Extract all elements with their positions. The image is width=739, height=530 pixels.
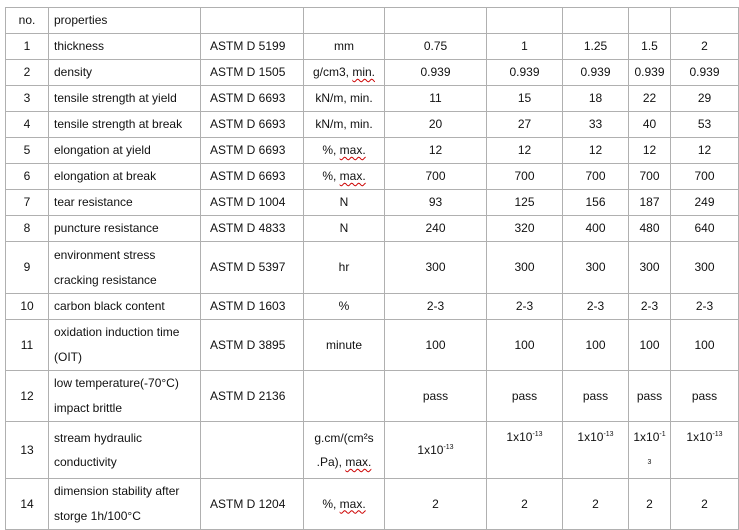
value-cell [385, 422, 487, 479]
standard-cell: ASTM D 1603 [201, 294, 304, 320]
value-cell: 100 [385, 320, 487, 371]
value-cell: 12 [629, 138, 671, 164]
property-cell: carbon black content [49, 294, 201, 320]
value-cell: 2-3 [385, 294, 487, 320]
value-cell: 400 [563, 216, 629, 242]
unit-text: %, [322, 496, 337, 511]
value-cell: 100 [671, 320, 739, 371]
value-cell: 300 [563, 242, 629, 294]
unit-cell: minute [304, 320, 385, 371]
value-cell: pass [671, 371, 739, 422]
value-cell: 2-3 [487, 294, 563, 320]
property-cell [49, 242, 201, 294]
value-cell: 12 [385, 138, 487, 164]
value-cell: 33 [563, 112, 629, 138]
row-no: 5 [6, 138, 49, 164]
property-cell [49, 479, 201, 530]
value-line [629, 450, 670, 478]
standard-cell: ASTM D 1204 [201, 479, 304, 530]
value-cell: 300 [487, 242, 563, 294]
value-cell: 11 [385, 86, 487, 112]
spellcheck-underlined-text: min. [352, 65, 376, 79]
unit-cell [304, 60, 385, 86]
value-exponent: -1 [659, 431, 666, 438]
property-cell [49, 422, 201, 479]
value-exponent: -13 [603, 431, 614, 438]
value-base: 1x10 [417, 442, 444, 457]
property-line: stream hydraulic [54, 431, 143, 445]
value-cell: 0.939 [563, 60, 629, 86]
value-cell: 320 [487, 216, 563, 242]
property-line: low temperature(-70°C) [54, 376, 179, 390]
standard-cell: ASTM D 6693 [201, 112, 304, 138]
row-no: 7 [6, 190, 49, 216]
row-no: 4 [6, 112, 49, 138]
value-cell: 0.939 [671, 60, 739, 86]
value-line [487, 422, 562, 450]
value-cell: 12 [671, 138, 739, 164]
property-line: dimension stability after [54, 484, 180, 498]
unit-cell [304, 371, 385, 422]
unit-cell [304, 422, 385, 479]
value-cell: 100 [487, 320, 563, 371]
value-cell: 156 [563, 190, 629, 216]
header-no: no. [6, 8, 49, 34]
property-line: conductivity [54, 455, 117, 469]
property-cell: elongation at yield [49, 138, 201, 164]
value-cell: 27 [487, 112, 563, 138]
value-cell: 249 [671, 190, 739, 216]
property-cell: puncture resistance [49, 216, 201, 242]
header-col-5 [671, 8, 739, 34]
table-row [6, 294, 739, 320]
header-col-4 [629, 8, 671, 34]
property-cell [49, 320, 201, 371]
standard-cell: ASTM D 5199 [201, 34, 304, 60]
value-cell [563, 422, 629, 479]
value-cell: 2 [487, 479, 563, 530]
unit-cell [304, 138, 385, 164]
table-row [6, 138, 739, 164]
value-cell: 2 [671, 34, 739, 60]
unit-cell: N [304, 190, 385, 216]
property-line: impact brittle [54, 401, 123, 415]
value-cell: 40 [629, 112, 671, 138]
property-line: cracking resistance [54, 272, 157, 287]
property-cell: thickness [49, 34, 201, 60]
value-cell: pass [487, 371, 563, 422]
property-line: (OIT) [54, 350, 82, 364]
property-cell: elongation at break [49, 164, 201, 190]
value-cell: 2-3 [671, 294, 739, 320]
value-cell: 0.939 [629, 60, 671, 86]
unit-text: %, [322, 169, 337, 183]
table-row [6, 422, 739, 479]
value-cell: 100 [629, 320, 671, 371]
value-cell: 18 [563, 86, 629, 112]
property-cell: tear resistance [49, 190, 201, 216]
unit-text: g/cm3, [312, 65, 349, 79]
value-cell: 1.25 [563, 34, 629, 60]
value-cell: 125 [487, 190, 563, 216]
header-properties: properties [49, 8, 201, 34]
value-cell: 300 [385, 242, 487, 294]
header-col-1 [385, 8, 487, 34]
value-cell: pass [629, 371, 671, 422]
value-cell: 15 [487, 86, 563, 112]
value-cell: 0.939 [487, 60, 563, 86]
table-row [6, 112, 739, 138]
unit-cell [304, 479, 385, 530]
table-row [6, 34, 739, 60]
spellcheck-underlined-text: max. [339, 143, 366, 157]
unit-text: %, [322, 143, 337, 157]
value-cell: 29 [671, 86, 739, 112]
standard-cell: ASTM D 6693 [201, 138, 304, 164]
table-row [6, 479, 739, 530]
table-row [6, 216, 739, 242]
value-cell: 12 [487, 138, 563, 164]
value-exponent: -13 [712, 431, 723, 438]
value-cell: 1 [487, 34, 563, 60]
unit-text: .Pa), [316, 455, 342, 469]
standard-cell: ASTM D 1004 [201, 190, 304, 216]
value-cell: 700 [487, 164, 563, 190]
standard-cell: ASTM D 1505 [201, 60, 304, 86]
value-cell: 187 [629, 190, 671, 216]
property-line: storge 1h/100°C [54, 509, 141, 523]
value-cell: 700 [385, 164, 487, 190]
value-cell: 2-3 [629, 294, 671, 320]
property-cell: tensile strength at yield [49, 86, 201, 112]
table-row [6, 242, 739, 294]
value-line [671, 422, 738, 450]
value-cell [629, 422, 671, 479]
value-cell: 0.939 [385, 60, 487, 86]
unit-cell: mm [304, 34, 385, 60]
value-cell: 2 [671, 479, 739, 530]
table-row [6, 164, 739, 190]
value-cell: 93 [385, 190, 487, 216]
value-cell: 640 [671, 216, 739, 242]
header-row [6, 8, 739, 34]
unit-cell [304, 164, 385, 190]
standard-cell: ASTM D 2136 [201, 371, 304, 422]
header-unit [304, 8, 385, 34]
standard-cell: ASTM D 6693 [201, 164, 304, 190]
value-cell: 700 [563, 164, 629, 190]
value-cell: 300 [629, 242, 671, 294]
property-cell: tensile strength at break [49, 112, 201, 138]
row-no: 3 [6, 86, 49, 112]
value-line [563, 422, 628, 450]
value-cell: 22 [629, 86, 671, 112]
unit-line [304, 450, 384, 474]
unit-cell: % [304, 294, 385, 320]
standard-cell: ASTM D 4833 [201, 216, 304, 242]
value-cell: 20 [385, 112, 487, 138]
spellcheck-underlined-text: max. [339, 496, 366, 511]
value-base: 1x10 [633, 430, 660, 444]
standard-cell: ASTM D 6693 [201, 86, 304, 112]
value-cell: 12 [563, 138, 629, 164]
value-base: 1x10 [577, 430, 604, 444]
value-cell: pass [385, 371, 487, 422]
properties-table [5, 7, 739, 530]
value-cell: 700 [671, 164, 739, 190]
value-cell: pass [563, 371, 629, 422]
header-standard [201, 8, 304, 34]
row-no: 14 [6, 479, 49, 530]
value-cell: 240 [385, 216, 487, 242]
value-cell [671, 422, 739, 479]
standard-cell [201, 422, 304, 479]
property-cell: density [49, 60, 201, 86]
property-line: environment stress [54, 247, 156, 262]
value-cell: 2-3 [563, 294, 629, 320]
value-exponent-wrap: 3 [647, 459, 652, 466]
unit-line: g.cm/(cm²s [314, 431, 374, 445]
value-exponent: -13 [532, 431, 543, 438]
value-cell: 0.75 [385, 34, 487, 60]
header-col-2 [487, 8, 563, 34]
value-cell: 480 [629, 216, 671, 242]
table-row [6, 86, 739, 112]
standard-cell: ASTM D 3895 [201, 320, 304, 371]
value-exponent: -13 [443, 443, 454, 451]
value-cell: 300 [671, 242, 739, 294]
row-no: 9 [6, 242, 49, 294]
row-no: 1 [6, 34, 49, 60]
table-row [6, 190, 739, 216]
value-cell: 2 [629, 479, 671, 530]
value-line [629, 422, 670, 450]
spellcheck-underlined-text: max. [339, 169, 366, 183]
value-cell [487, 422, 563, 479]
unit-cell: kN/m, min. [304, 112, 385, 138]
row-no: 11 [6, 320, 49, 371]
row-no: 10 [6, 294, 49, 320]
unit-cell: N [304, 216, 385, 242]
value-cell: 700 [629, 164, 671, 190]
unit-cell: hr [304, 242, 385, 294]
standard-cell: ASTM D 5397 [201, 242, 304, 294]
row-no: 6 [6, 164, 49, 190]
value-cell: 100 [563, 320, 629, 371]
row-no: 13 [6, 422, 49, 479]
value-cell: 53 [671, 112, 739, 138]
value-base: 1x10 [686, 430, 713, 444]
table-row [6, 371, 739, 422]
value-base: 1x10 [506, 430, 533, 444]
row-no: 8 [6, 216, 49, 242]
value-cell: 2 [385, 479, 487, 530]
header-col-3 [563, 8, 629, 34]
value-cell: 1.5 [629, 34, 671, 60]
table-row [6, 320, 739, 371]
property-line: oxidation induction time [54, 325, 180, 339]
spellcheck-underlined-text: max. [345, 455, 372, 469]
row-no: 12 [6, 371, 49, 422]
table-row [6, 60, 739, 86]
property-cell [49, 371, 201, 422]
value-cell: 2 [563, 479, 629, 530]
row-no: 2 [6, 60, 49, 86]
unit-cell: kN/m, min. [304, 86, 385, 112]
